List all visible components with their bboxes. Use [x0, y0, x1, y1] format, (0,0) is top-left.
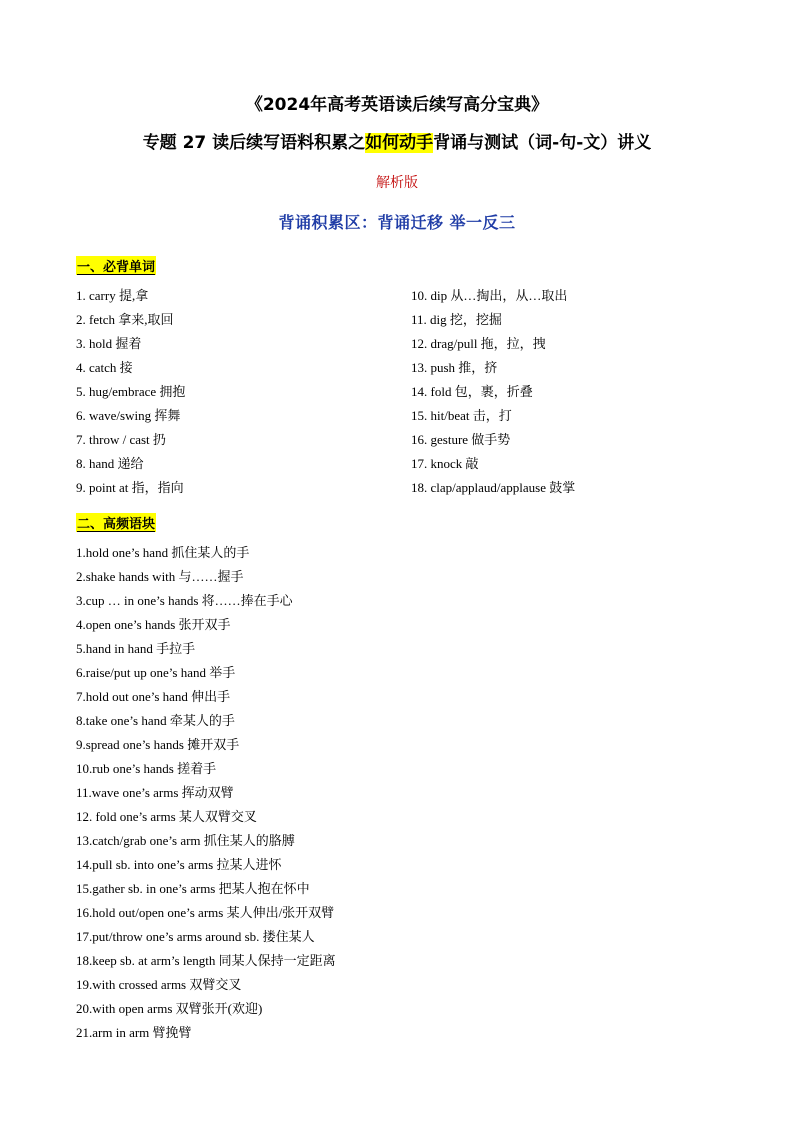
topic-prefix: 专题 27 读后续写语料积累之 — [142, 133, 366, 153]
section-heading-words: 一、必背单词 — [76, 256, 156, 275]
list-item: 8.take one’s hand 牵某人的手 — [76, 713, 235, 728]
list-item: 5. hug/embrace 拥抱 — [76, 384, 186, 399]
list-item: 16.hold out/open one’s arms 某人伸出/张开双臂 — [76, 905, 335, 920]
topic-highlight: 如何动手 — [365, 133, 434, 153]
list-item: 6.raise/put up one’s hand 举手 — [76, 665, 236, 680]
list-item: 3. hold 握着 — [76, 336, 142, 351]
list-item: 8. hand 递给 — [76, 456, 144, 471]
list-item: 12. fold one’s arms 某人双臂交叉 — [76, 809, 257, 824]
list-item: 2.shake hands with 与……握手 — [76, 569, 244, 584]
topic-title — [0, 128, 794, 153]
list-item: 21.arm in arm 臂挽臂 — [76, 1025, 192, 1040]
list-item: 3.cup … in one’s hands 将……捧在手心 — [76, 593, 293, 608]
list-item: 6. wave/swing 挥舞 — [76, 408, 181, 423]
list-item: 4. catch 接 — [76, 360, 133, 375]
section-heading-phrases: 二、高频语块 — [76, 513, 156, 532]
list-item: 5.hand in hand 手拉手 — [76, 641, 196, 656]
zone-title: 背诵积累区：背诵迁移 举一反三 — [278, 213, 516, 232]
list-item: 13.catch/grab one’s arm 抓住某人的胳膊 — [76, 833, 295, 848]
list-item: 20.with open arms 双臂张开(欢迎) — [76, 1001, 263, 1016]
list-item: 17. knock 敲 — [411, 456, 479, 471]
list-item: 11. dig 挖，挖掘 — [411, 312, 502, 327]
list-item: 9. point at 指，指向 — [76, 480, 184, 495]
list-item: 18.keep sb. at arm’s length 同某人保持一定距离 — [76, 953, 336, 968]
list-item: 15. hit/beat 击，打 — [411, 408, 512, 423]
list-item: 12. drag/pull 拖，拉，拽 — [411, 336, 546, 351]
list-item: 1.hold one’s hand 抓住某人的手 — [76, 545, 250, 560]
list-item: 14.pull sb. into one’s arms 拉某人进怀 — [76, 857, 282, 872]
word-list-left — [76, 284, 185, 500]
list-item: 10.rub one’s hands 搓着手 — [76, 761, 217, 776]
list-item: 2. fetch 拿来,取回 — [76, 312, 174, 327]
version-label: 解析版 — [376, 175, 418, 191]
document-title: 《2024年高考英语读后续写高分宝典》 — [245, 95, 549, 115]
list-item: 17.put/throw one’s arms around sb. 搂住某人 — [76, 929, 315, 944]
list-item: 4.open one’s hands 张开双手 — [76, 617, 231, 632]
list-item: 11.wave one’s arms 挥动双臂 — [76, 785, 234, 800]
list-item: 18. clap/applaud/applause 鼓掌 — [411, 480, 576, 495]
phrase-list — [76, 541, 336, 1045]
list-item: 15.gather sb. in one’s arms 把某人抱在怀中 — [76, 881, 310, 896]
list-item: 7.hold out one’s hand 伸出手 — [76, 689, 231, 704]
list-item: 19.with crossed arms 双臂交叉 — [76, 977, 242, 992]
word-list-right — [411, 284, 575, 500]
list-item: 16. gesture 做手势 — [411, 432, 511, 447]
list-item: 13. push 推，挤 — [411, 360, 498, 375]
topic-suffix: 背诵与测试（词-句-文）讲义 — [433, 133, 652, 153]
list-item: 1. carry 提,拿 — [76, 288, 149, 303]
list-item: 9.spread one’s hands 摊开双手 — [76, 737, 240, 752]
list-item: 7. throw / cast 扔 — [76, 432, 166, 447]
list-item: 10. dip 从…掏出，从…取出 — [411, 288, 568, 303]
list-item: 14. fold 包，裹，折叠 — [411, 384, 533, 399]
